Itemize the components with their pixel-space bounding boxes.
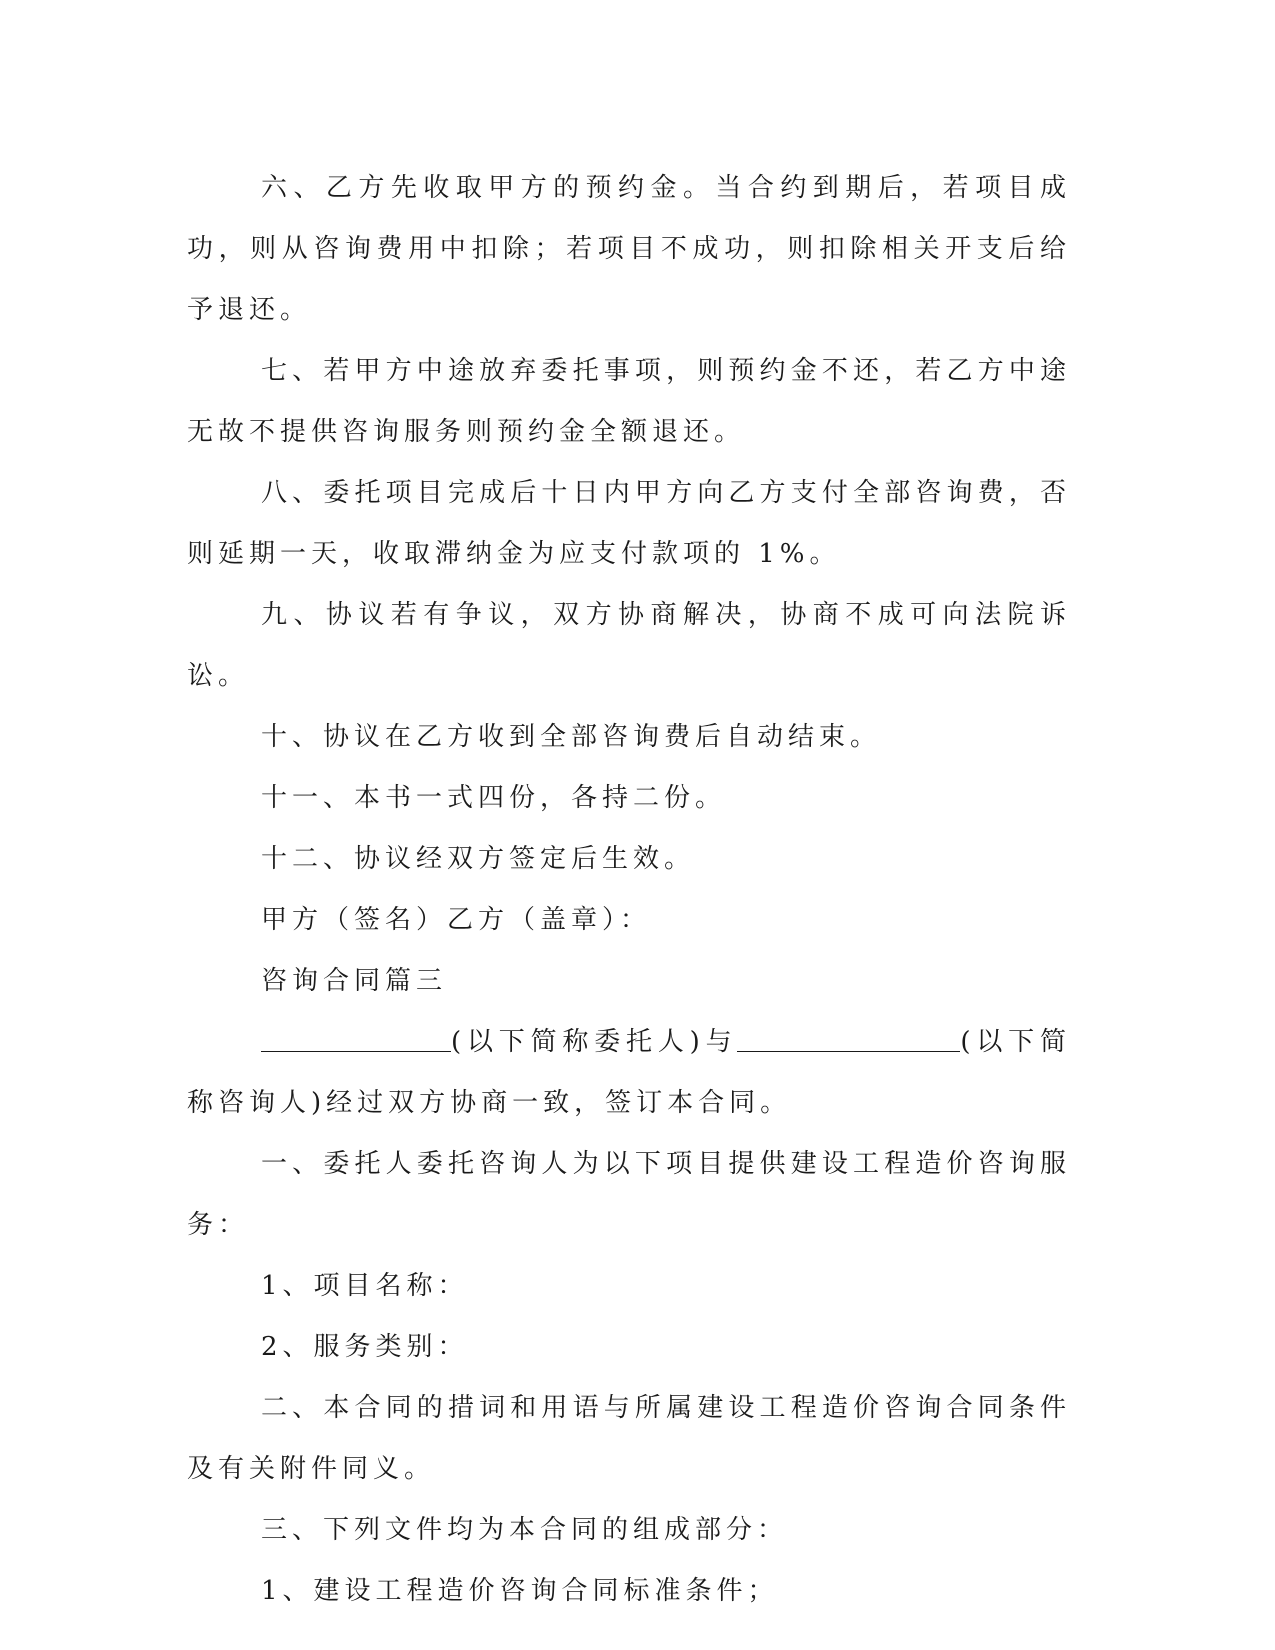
standard-conditions-item: 1、建设工程造价咨询合同标准条件； [261,1576,779,1606]
document-body [187,158,1071,1622]
parties-text-1: (以下简称委托人)与 [451,1027,738,1057]
contract-clause-2: 二、本合同的措词和用语与所属建设工程造价咨询合同条件及有关附件同义。 [187,1393,1071,1484]
parties-text-2: (以下简称咨询人)经过双方协商一致，签订本合同。 [187,1027,1071,1118]
signature-line: 甲方（签名）乙方（盖章）： [261,905,652,935]
clause-6: 六、乙方先收取甲方的预约金。当合约到期后，若项目成功，则从咨询费用中扣除；若项目不成功，则扣除相关开支后给予退还。 [187,173,1071,325]
contract-clause-3: 三、下列文件均为本合同的组成部分： [261,1515,789,1545]
project-name-item: 1、项目名称： [261,1271,469,1301]
client-name-blank [261,1021,451,1052]
clause-8: 八、委托项目完成后十日内甲方向乙方支付全部咨询费，否则延期一天，收取滞纳金为应支付款项的 1%。 [187,478,1071,569]
parties-line [187,1012,1071,1134]
clause-12: 十二、协议经双方签定后生效。 [261,844,696,874]
clause-11: 十一、本书一式四份，各持二份。 [261,783,727,813]
contract-clause-1: 一、委托人委托咨询人为以下项目提供建设工程造价咨询服务： [187,1149,1071,1240]
section-title: 咨询合同篇三 [261,966,448,996]
clause-7: 七、若甲方中途放弃委托事项，则预约金不还，若乙方中途无故不提供咨询服务则预约金全额退还。 [187,356,1071,447]
service-type-item: 2、服务类别： [261,1332,469,1362]
clause-10: 十、协议在乙方收到全部咨询费后自动结束。 [261,722,882,752]
consultant-name-blank [737,1021,960,1052]
clause-9: 九、协议若有争议，双方协商解决，协商不成可向法院诉讼。 [187,600,1071,691]
